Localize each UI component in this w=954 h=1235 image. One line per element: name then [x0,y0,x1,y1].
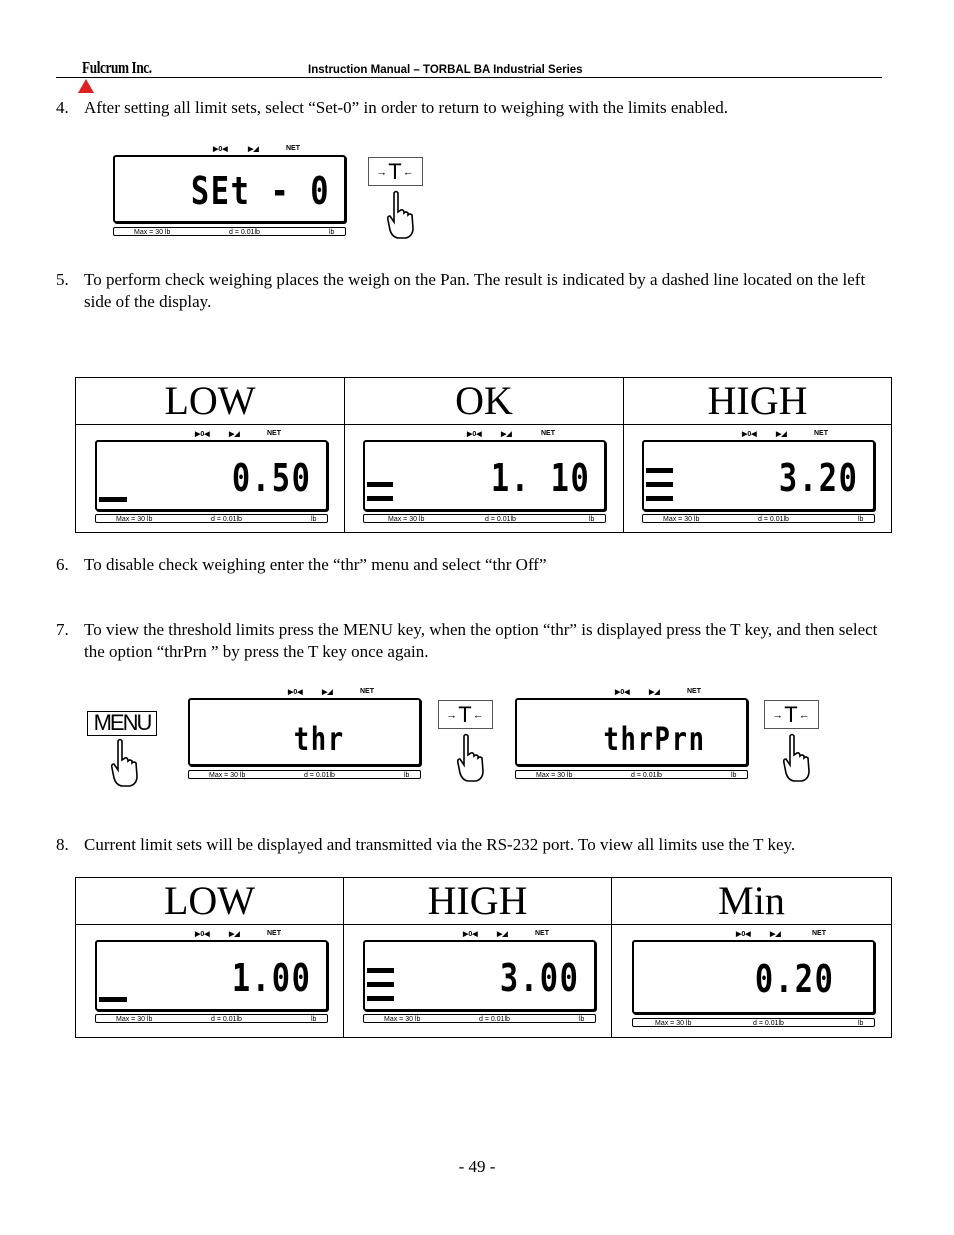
pointing-hand-icon [456,733,486,783]
header-low: LOW [76,878,344,925]
net-indicator: NET [687,688,701,695]
lcd-screen [632,940,875,1014]
step-number: 4. [56,98,69,117]
zero-indicator: ▶0◀ [467,431,482,438]
capacity-label: Max = 30 lb d = 0.01lb lb [363,514,606,523]
page-number: - 49 - [458,1157,496,1176]
net-indicator: NET [286,145,300,152]
limit-bar [646,496,673,501]
lcd-screen [95,440,328,511]
lcd-value: 3.20 [779,456,859,500]
zero-indicator: ▶0◀ [195,431,210,438]
step-text: To perform check weighing places the weigh on the Pan. The result is indicated by a dashed line located on the left side of the display. [84,270,866,311]
lcd-value: 1.00 [232,956,312,1000]
net-indicator: NET [541,430,555,437]
tare-key[interactable]: →T← [438,700,493,729]
limit-bar [367,482,393,487]
lcd-screen [363,940,596,1011]
pointing-hand-icon [110,738,140,788]
step-text: To view the threshold limits press the MENU key, when the option “thr” is displayed press the T key, and then select the option “thrPrn ” by press the T key once again. [84,620,878,661]
step-text: After setting all limit sets, select “Set-0” in order to return to weighing with the limits enabled. [84,98,728,117]
capacity-label: Max = 30 lb d = 0.01lb lb [188,770,421,779]
logo-triangle-icon [78,79,94,93]
capacity-label: Max = 30 lb d = 0.01lb lb [642,514,875,523]
tare-key[interactable]: →T← [368,157,423,186]
net-indicator: NET [267,930,281,937]
zero-indicator: ▶0◀ [742,431,757,438]
limit-bar [367,496,393,501]
company-logo: Fulcrum Inc. [82,58,152,77]
lcd-screen [113,155,346,223]
zero-indicator: ▶0◀ [463,931,478,938]
display-cell-low [76,425,345,533]
lcd-value: 1. 10 [490,456,590,500]
stable-indicator: ▶◢ [229,431,240,438]
zero-indicator: ▶0◀ [736,931,751,938]
limit-bar [99,497,127,502]
stable-indicator: ▶◢ [776,431,787,438]
lcd-value: SEt - 0 [190,169,330,213]
stable-indicator: ▶◢ [248,146,259,153]
header-high: HIGH [344,878,612,925]
stable-indicator: ▶◢ [497,931,508,938]
limits-table [75,877,892,1038]
display-cell-ok [345,425,624,533]
step-text: Current limit sets will be displayed and transmitted via the RS-232 port. To view all limits use the T key. [84,835,796,854]
display-cell-high [344,925,612,1038]
zero-indicator: ▶0◀ [615,689,630,696]
net-indicator: NET [535,930,549,937]
lcd-screen [188,698,421,766]
pointing-hand-icon [782,733,812,783]
lcd-value: thr [293,720,345,758]
net-indicator: NET [267,430,281,437]
display-cell-min [612,925,892,1038]
net-indicator: NET [814,430,828,437]
header-low: LOW [76,378,345,425]
lcd-screen [515,698,748,766]
capacity-label: Max = 30 lb d = 0.01lb lb [363,1014,596,1023]
step-text: To disable check weighing enter the “thr” menu and select “thr Off” [84,555,547,574]
lcd-value: 0.50 [232,456,312,500]
limit-bar [367,982,394,987]
tare-key[interactable]: →T← [764,700,819,729]
lcd-value: thrPrn [603,720,706,758]
capacity-label: Max = 30 lb d = 0.01lb lb [95,514,328,523]
lcd-screen [642,440,875,511]
header-min: Min [612,878,892,925]
capacity-label: Max = 30 lb d = 0.01lb lb [515,770,748,779]
lcd-screen [95,940,328,1011]
checkweigh-table [75,377,892,533]
stable-indicator: ▶◢ [229,931,240,938]
stable-indicator: ▶◢ [770,931,781,938]
zero-indicator: ▶0◀ [195,931,210,938]
step-number: 8. [56,835,69,854]
stable-indicator: ▶◢ [322,689,333,696]
menu-key[interactable]: MENU [87,711,157,736]
header-high: HIGH [624,378,892,425]
manual-title: Instruction Manual – TORBAL BA Industrial Series [308,64,583,76]
zero-indicator: ▶0◀ [288,689,303,696]
lcd-value: 3.00 [500,956,580,1000]
display-cell-low [76,925,344,1038]
net-indicator: NET [360,688,374,695]
capacity-label: Max = 30 lb d = 0.01lb lb [95,1014,328,1023]
limit-bar [646,468,673,473]
lcd-value: 0.20 [755,957,835,1001]
display-cell-high [624,425,892,533]
zero-indicator: ▶0◀ [213,146,228,153]
lcd-screen [363,440,606,511]
header-rule [56,77,882,78]
limit-bar [99,997,127,1002]
stable-indicator: ▶◢ [501,431,512,438]
limit-bar [646,482,673,487]
pointing-hand-icon [386,190,416,240]
net-indicator: NET [812,930,826,937]
header-ok: OK [345,378,624,425]
step-number: 5. [56,270,69,289]
step-number: 7. [56,620,69,639]
capacity-label: Max = 30 lb d = 0.01lb lb [113,227,346,236]
limit-bar [367,996,394,1001]
step-number: 6. [56,555,69,574]
stable-indicator: ▶◢ [649,689,660,696]
limit-bar [367,968,394,973]
capacity-label: Max = 30 lb d = 0.01lb lb [632,1018,875,1027]
